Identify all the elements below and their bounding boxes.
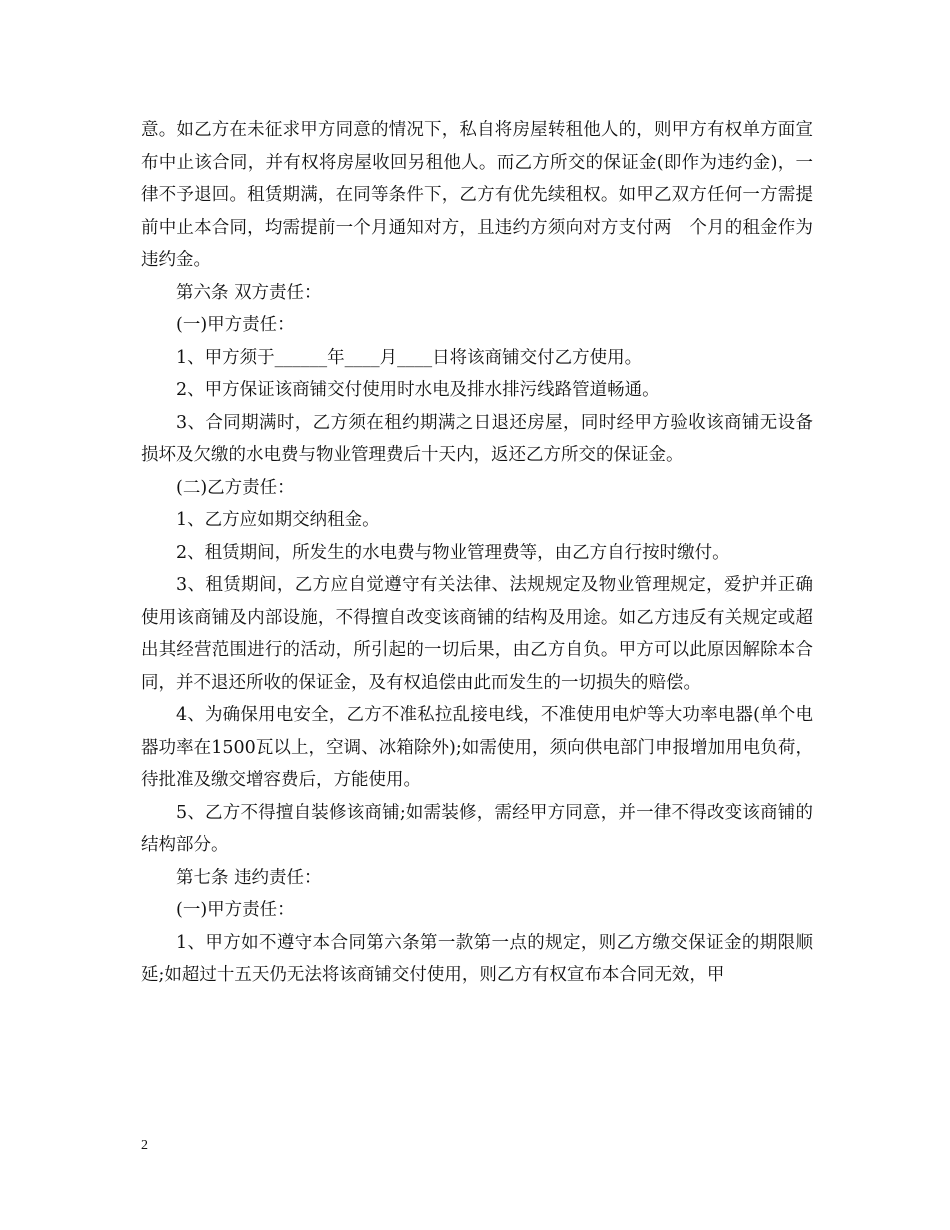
party-a-clause-2: 2、甲方保证该商铺交付使用时水电及排水排污线路管道畅通。 [176, 380, 660, 400]
party-b-clause-3: 3、租赁期间，乙方应自觉遵守有关法律、法规规定及物业管理规定，爱护并正确使用该商铺及内部设施，不得擅自改变该商铺的结构及用途。如乙方违反有关规定或超出其经营范围进行的活动，所引起的一切后果，由乙方自负。甲方可以此原因解除本合同，并不退还所收的保证金，及有权追偿由此而发生的一切损失的赔偿。 [141, 575, 813, 693]
paragraph-continued: 意。如乙方在未征求甲方同意的情况下，私自将房屋转租他人的，则甲方有权单方面宣布中止该合同，并有权将房屋收回另租他人。而乙方所交的保证金(即作为违约金)，一律不予退回。租赁期满，在同等条件下，乙方有优先续租权。如甲乙双方任何一方需提前中止本合同，均需提前一个月通知对方，且违约方须向对方支付两 个月的租金作为违约金。 [141, 120, 813, 270]
party-b-clause-1: 1、乙方应如期交纳租金。 [176, 510, 380, 530]
party-a-clause-1: 1、甲方须于______年____月____日将该商铺交付乙方使用。 [176, 347, 643, 368]
breach-party-a-clause-1: 1、甲方如不遵守本合同第六条第一款第一点的规定，则乙方缴交保证金的期限顺延;如超过十五天仍无法将该商铺交付使用，则乙方有权宣布本合同无效，甲 [141, 932, 813, 985]
party-b-responsibility-heading: (二)乙方责任： [176, 477, 295, 498]
breach-party-a-heading: (一)甲方责任： [176, 900, 295, 920]
page-number: 2 [141, 1138, 148, 1153]
party-a-responsibility-heading: (一)甲方责任： [176, 315, 295, 335]
party-a-clause-3: 3、合同期满时，乙方须在租约期满之日退还房屋，同时经甲方验收该商铺无设备损坏及欠缴的水电费与物业管理费后十天内，返还乙方所交的保证金。 [141, 412, 813, 465]
party-b-clause-4: 4、为确保用电安全，乙方不准私拉乱接电线，不准使用电炉等大功率电器(单个电器功率在1500瓦以上，空调、冰箱除外);如需使用，须向供电部门申报增加用电负荷，待批准及缴交增容费后，方能使用。 [141, 705, 813, 790]
document-body [141, 114, 813, 992]
party-b-clause-2: 2、租赁期间，所发生的水电费与物业管理费等，由乙方自行按时缴付。 [176, 542, 730, 563]
article-six-heading: 第六条 双方责任： [176, 282, 322, 303]
party-b-clause-5: 5、乙方不得擅自装修该商铺;如需装修，需经甲方同意，并一律不得改变该商铺的结构部分。 [141, 802, 813, 855]
article-seven-heading: 第七条 违约责任： [176, 867, 322, 888]
